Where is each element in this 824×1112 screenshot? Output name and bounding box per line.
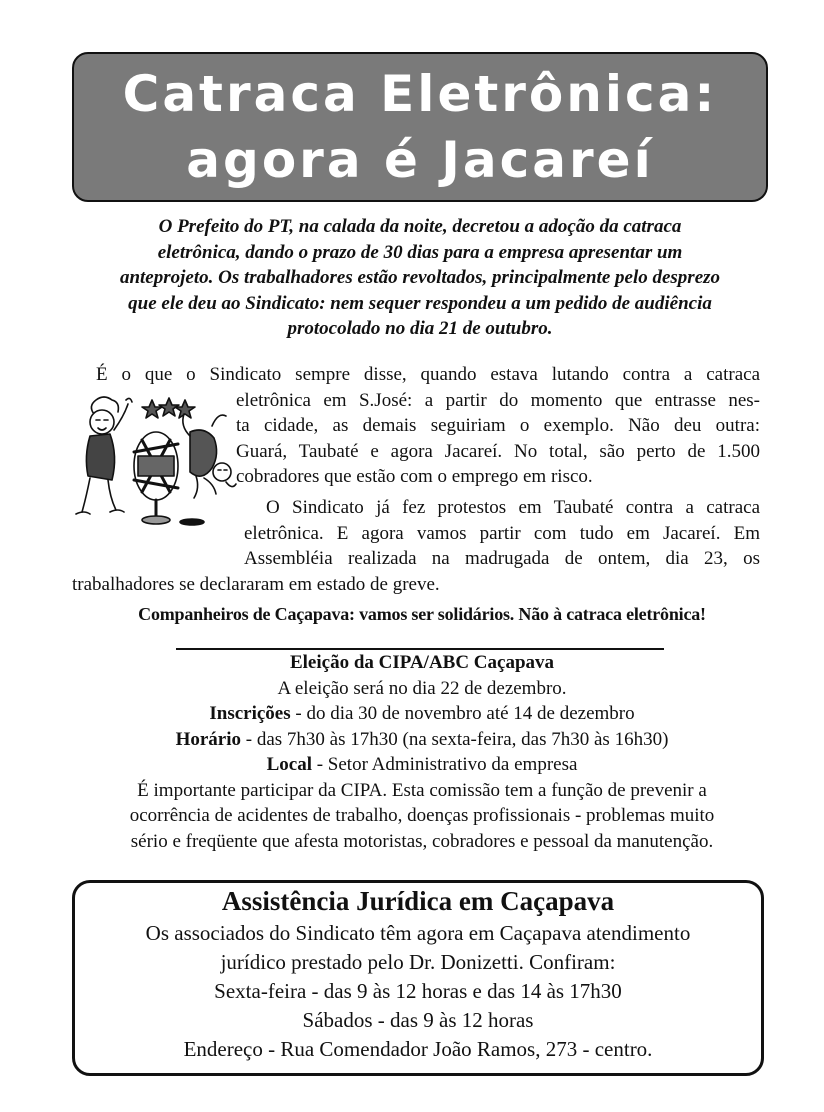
article-line: eletrônica em S.José: a partir do momento que entrasse nes- (236, 389, 760, 411)
cipa-desc-line: É importante participar da CIPA. Esta comissão tem a função de prevenir a (137, 779, 707, 801)
article-line: cobradores que estão com o emprego em risco. (236, 466, 593, 487)
cipa-horario-label: Horário (175, 728, 242, 750)
article-line: eletrônica. E agora vamos partir com tudo em Jacareí. Em (244, 522, 760, 544)
cipa-date: A eleição será no dia 22 de dezembro. (277, 677, 567, 699)
turnstile-cartoon-illustration (72, 392, 242, 530)
cipa-horario-text: - das 7h30 às 17h30 (na sexta-feira, das 7h30 às 16h30) (241, 728, 669, 750)
legal-line: Os associados do Sindicato têm agora em Caçapava atendimento (145, 921, 691, 945)
legal-line: jurídico prestado pelo Dr. Donizetti. Confiram: (220, 950, 616, 974)
cipa-inscricoes-text: - do dia 30 de novembro até 14 de dezembro (290, 703, 635, 724)
cipa-inscricoes-label: Inscrições (209, 703, 291, 724)
intro-line: eletrônica, dando o prazo de 30 dias para a empresa apresentar um (157, 241, 683, 263)
article-line: ta cidade, as demais seguiriam o exemplo. Não deu outra: (236, 415, 760, 436)
article-line: O Sindicato já fez protestos em Taubaté contra a catraca (266, 497, 760, 518)
cipa-horario (72, 727, 772, 753)
article-line: Guará, Taubaté e agora Jacareí. No total, são perto de 1.500 (236, 440, 760, 462)
intro-paragraph (70, 214, 770, 342)
headline-banner (72, 52, 768, 202)
cipa-local-label: Local (266, 754, 312, 775)
headline-line-2: agora é Jacareí (186, 131, 654, 189)
cipa-title: Eleição da CIPA/ABC Caçapava (289, 652, 555, 673)
legal-assistance-box (72, 880, 764, 1076)
cipa-section (72, 650, 772, 854)
intro-line: O Prefeito do PT, na calada da noite, decretou a adoção da catraca (158, 216, 682, 237)
intro-line: protocolado no dia 21 de outubro. (287, 318, 553, 339)
legal-line: Sexta-feira - das 9 às 12 horas e das 14 às 17h30 (214, 979, 622, 1003)
legal-line: Endereço - Rua Comendador João Ramos, 273 - centro. (183, 1037, 653, 1061)
article-line: trabalhadores se declararam em estado de greve. (72, 573, 440, 595)
cipa-desc-line: ocorrência de acidentes de trabalho, doenças profissionais - problemas muito (129, 805, 715, 826)
intro-line: anteprojeto. Os trabalhadores estão revoltados, principalmente pelo desprezo (119, 267, 721, 288)
cipa-local (72, 752, 772, 778)
intro-line: que ele deu ao Sindicato: nem sequer respondeu a um pedido de audiência (128, 292, 712, 314)
legal-line: Sábados - das 9 às 12 horas (302, 1008, 534, 1032)
cipa-desc-line: sério e freqüente que afesta motoristas, cobradores e pessoal da manutenção. (130, 830, 714, 852)
article-line: Assembléia realizada na madrugada de ontem, dia 23, os (244, 548, 760, 569)
article-line: É o que o Sindicato sempre disse, quando estava lutando contra a catraca (96, 364, 760, 385)
legal-title: Assistência Jurídica em Caçapava (221, 886, 615, 916)
cipa-inscricoes (72, 701, 772, 727)
cipa-local-text: - Setor Administrativo da empresa (311, 754, 578, 775)
headline-line-1: Catraca Eletrônica: (122, 65, 718, 123)
solidarity-callout: Companheiros de Caçapava: vamos ser solidários. Não à catraca eletrônica! (138, 604, 706, 624)
